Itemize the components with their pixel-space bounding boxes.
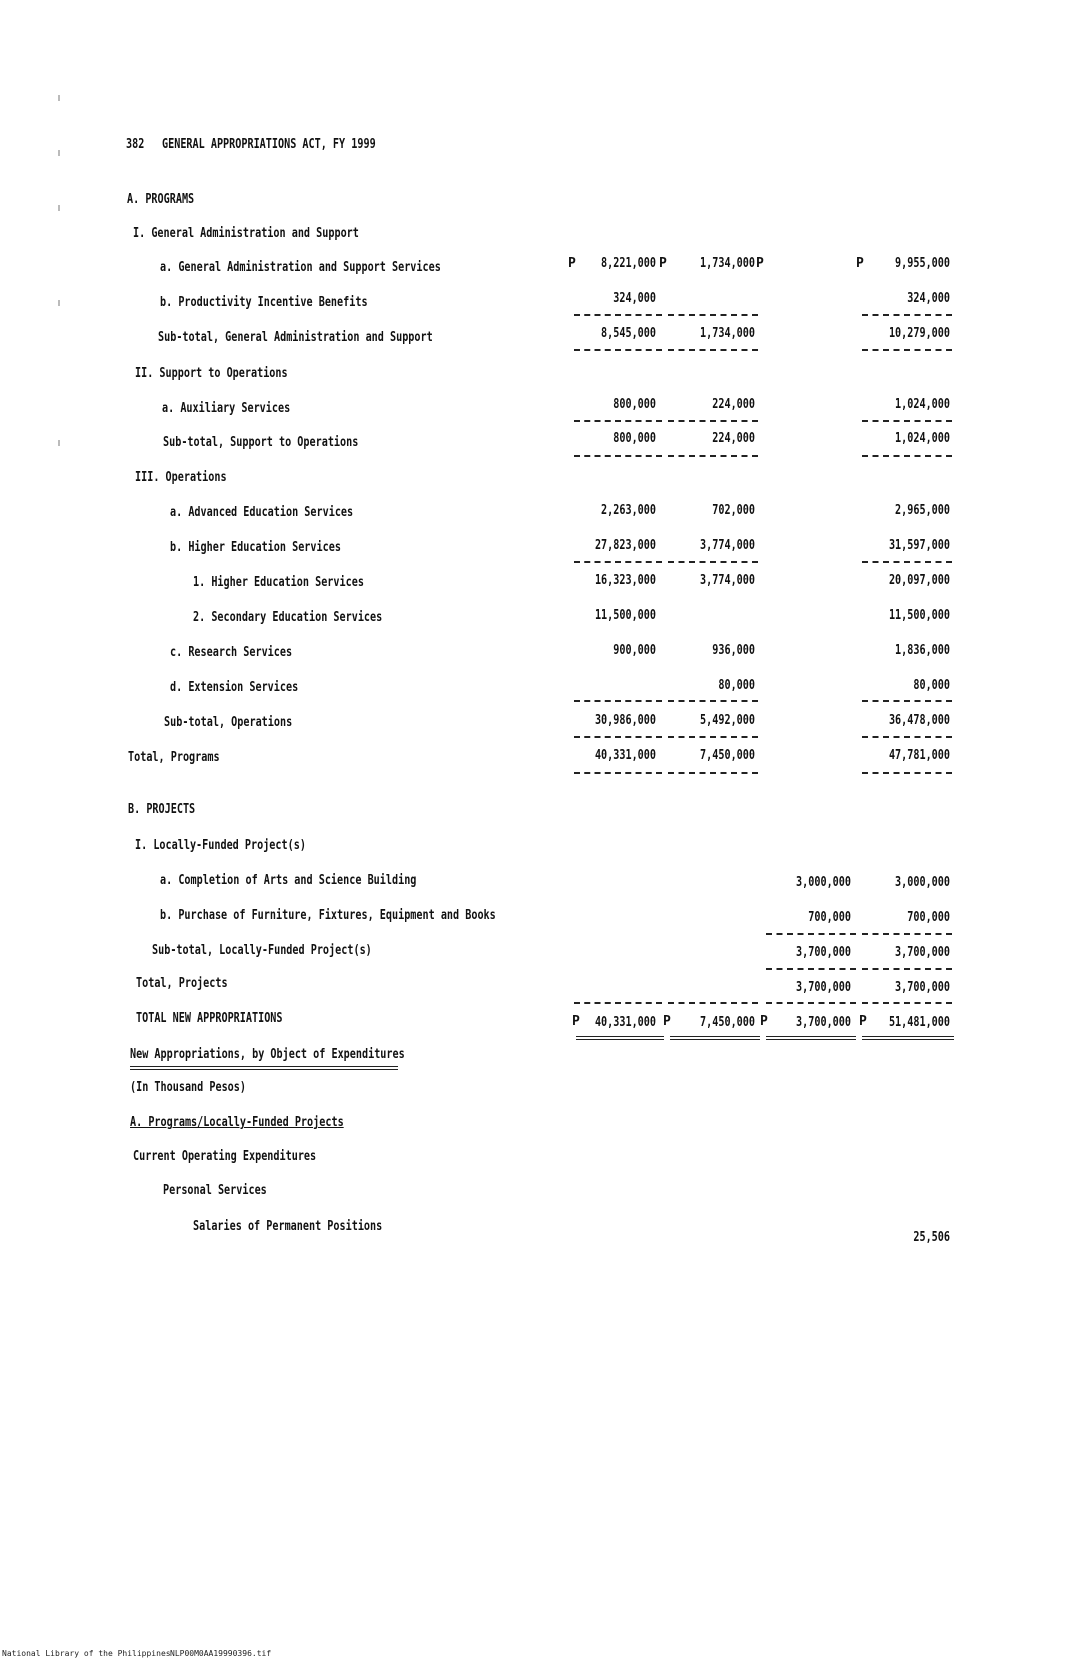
projects-total-label: Total, Projects (136, 976, 228, 991)
gen-admin-subtotal-mooe: 1,734,000 (700, 326, 755, 341)
rule (862, 968, 952, 970)
projects-b-label: b. Purchase of Furniture, Fixtures, Equipment and Books (160, 908, 496, 923)
gen-admin-a-total: 9,955,000 (895, 256, 950, 271)
scan-speck (58, 300, 60, 306)
rule (766, 1002, 856, 1004)
page-title: GENERAL APPROPRIATIONS ACT, FY 1999 (162, 137, 376, 152)
operations-subtotal-ps: 30,986,000 (594, 713, 656, 728)
operations-d-mooe: 80,000 (718, 678, 755, 693)
programs-total-total: 47,781,000 (888, 748, 950, 763)
object-subheading: A. Programs/Locally-Funded Projects (130, 1115, 344, 1130)
scan-speck (58, 205, 60, 211)
lfp-title: I. Locally-Funded Project(s) (135, 838, 306, 853)
operations-b2-ps: 11,500,000 (594, 608, 656, 623)
rule (574, 349, 662, 351)
operations-c-label: c. Research Services (170, 645, 293, 660)
rule (862, 772, 952, 774)
rule (668, 561, 758, 563)
rule (574, 455, 662, 457)
programs-total-label: Total, Programs (128, 750, 220, 765)
rule (574, 561, 662, 563)
grand-total-ps: 40,331,000 (594, 1015, 656, 1030)
rule (668, 420, 758, 422)
salaries-label: Salaries of Permanent Positions (193, 1219, 383, 1234)
rule (574, 1002, 662, 1004)
rule (574, 420, 662, 422)
support-a-ps: 800,000 (613, 397, 656, 412)
gen-admin-a-label: a. General Administration and Support Services (160, 260, 441, 275)
operations-b-label: b. Higher Education Services (170, 540, 341, 555)
gen-admin-subtotal-ps: 8,545,000 (601, 326, 656, 341)
rule (862, 1002, 952, 1004)
rule (668, 736, 758, 738)
peso-sign: P (856, 256, 864, 271)
rule (574, 700, 662, 702)
projects-subtotal-co: 3,700,000 (796, 945, 851, 960)
programs-total-ps: 40,331,000 (594, 748, 656, 763)
object-heading: New Appropriations, by Object of Expenditures (130, 1047, 405, 1062)
support-subtotal-mooe: 224,000 (712, 431, 755, 446)
support-subtotal-ps: 800,000 (613, 431, 656, 446)
rule (862, 455, 952, 457)
rule (862, 933, 952, 935)
rule (862, 561, 952, 563)
salaries-value: 25,506 (913, 1230, 950, 1245)
peso-sign: P (663, 1014, 671, 1029)
operations-c-mooe: 936,000 (712, 643, 755, 658)
peso-sign: P (760, 1014, 768, 1029)
gen-admin-b-label: b. Productivity Incentive Benefits (160, 295, 368, 310)
support-title: II. Support to Operations (135, 366, 288, 381)
support-a-total: 1,024,000 (895, 397, 950, 412)
footer-file: NLP00M0AA19990396.tif (170, 1649, 272, 1658)
operations-a-ps: 2,263,000 (601, 503, 656, 518)
grand-total-label: TOTAL NEW APPROPRIATIONS (136, 1011, 283, 1026)
double-rule (862, 1036, 954, 1040)
support-subtotal-total: 1,024,000 (895, 431, 950, 446)
projects-total-total: 3,700,000 (895, 980, 950, 995)
gen-admin-title: I. General Administration and Support (133, 226, 359, 241)
grand-total-mooe: 7,450,000 (700, 1015, 755, 1030)
support-subtotal-label: Sub-total, Support to Operations (163, 435, 359, 450)
operations-d-total: 80,000 (913, 678, 950, 693)
double-rule (130, 1066, 398, 1070)
rule (668, 700, 758, 702)
operations-title: III. Operations (135, 470, 227, 485)
projects-a-co: 3,000,000 (796, 875, 851, 890)
rule (766, 968, 856, 970)
operations-a-total: 2,965,000 (895, 503, 950, 518)
scan-speck (58, 440, 60, 446)
rule (574, 736, 662, 738)
scan-speck (58, 150, 60, 156)
operations-c-ps: 900,000 (613, 643, 656, 658)
peso-sign: P (659, 256, 667, 271)
programs-total-mooe: 7,450,000 (700, 748, 755, 763)
rule (668, 455, 758, 457)
rule (862, 736, 952, 738)
rule (668, 772, 758, 774)
page-number: 382 (126, 137, 145, 152)
operations-a-mooe: 702,000 (712, 503, 755, 518)
operations-b-total: 31,597,000 (888, 538, 950, 553)
footer-library: National Library of the Philippines (2, 1649, 171, 1658)
projects-a-label: a. Completion of Arts and Science Building (160, 873, 417, 888)
gen-admin-subtotal-label: Sub-total, General Administration and Support (158, 330, 433, 345)
gen-admin-subtotal-total: 10,279,000 (888, 326, 950, 341)
operations-d-label: d. Extension Services (170, 680, 299, 695)
rule (862, 349, 952, 351)
projects-subtotal-total: 3,700,000 (895, 945, 950, 960)
operations-b1-ps: 16,323,000 (594, 573, 656, 588)
rule (574, 314, 662, 316)
rule (766, 933, 856, 935)
projects-b-co: 700,000 (808, 910, 851, 925)
operations-b-ps: 27,823,000 (594, 538, 656, 553)
operations-b-mooe: 3,774,000 (700, 538, 755, 553)
operations-b2-total: 11,500,000 (888, 608, 950, 623)
rule (862, 314, 952, 316)
grand-total-co: 3,700,000 (796, 1015, 851, 1030)
gen-admin-a-ps: 8,221,000 (601, 256, 656, 271)
operations-b1-mooe: 3,774,000 (700, 573, 755, 588)
units-note: (In Thousand Pesos) (130, 1080, 247, 1095)
operations-subtotal-total: 36,478,000 (888, 713, 950, 728)
programs-heading: A. PROGRAMS (127, 192, 195, 207)
double-rule (670, 1036, 760, 1040)
operations-b2-label: 2. Secondary Education Services (193, 610, 383, 625)
double-rule (576, 1036, 664, 1040)
double-rule (766, 1036, 856, 1040)
peso-sign: P (756, 256, 764, 271)
support-a-label: a. Auxiliary Services (162, 401, 291, 416)
gen-admin-a-mooe: 1,734,000 (700, 256, 755, 271)
projects-total-co: 3,700,000 (796, 980, 851, 995)
scan-speck (58, 95, 60, 101)
rule (862, 700, 952, 702)
operations-a-label: a. Advanced Education Services (170, 505, 354, 520)
peso-sign: P (572, 1014, 580, 1029)
projects-b-total: 700,000 (907, 910, 950, 925)
operations-b1-label: 1. Higher Education Services (193, 575, 364, 590)
gen-admin-b-total: 324,000 (907, 291, 950, 306)
rule (862, 420, 952, 422)
rule (668, 349, 758, 351)
projects-heading: B. PROJECTS (128, 802, 196, 817)
rule (574, 772, 662, 774)
operations-c-total: 1,836,000 (895, 643, 950, 658)
operations-subtotal-label: Sub-total, Operations (164, 715, 293, 730)
current-opex-label: Current Operating Expenditures (133, 1149, 317, 1164)
peso-sign: P (859, 1014, 867, 1029)
peso-sign: P (568, 256, 576, 271)
personal-services-label: Personal Services (163, 1183, 267, 1198)
rule (668, 314, 758, 316)
projects-subtotal-label: Sub-total, Locally-Funded Project(s) (152, 943, 372, 958)
operations-subtotal-mooe: 5,492,000 (700, 713, 755, 728)
projects-a-total: 3,000,000 (895, 875, 950, 890)
rule (668, 1002, 758, 1004)
grand-total-total: 51,481,000 (888, 1015, 950, 1030)
gen-admin-b-ps: 324,000 (613, 291, 656, 306)
operations-b1-total: 20,097,000 (888, 573, 950, 588)
support-a-mooe: 224,000 (712, 397, 755, 412)
